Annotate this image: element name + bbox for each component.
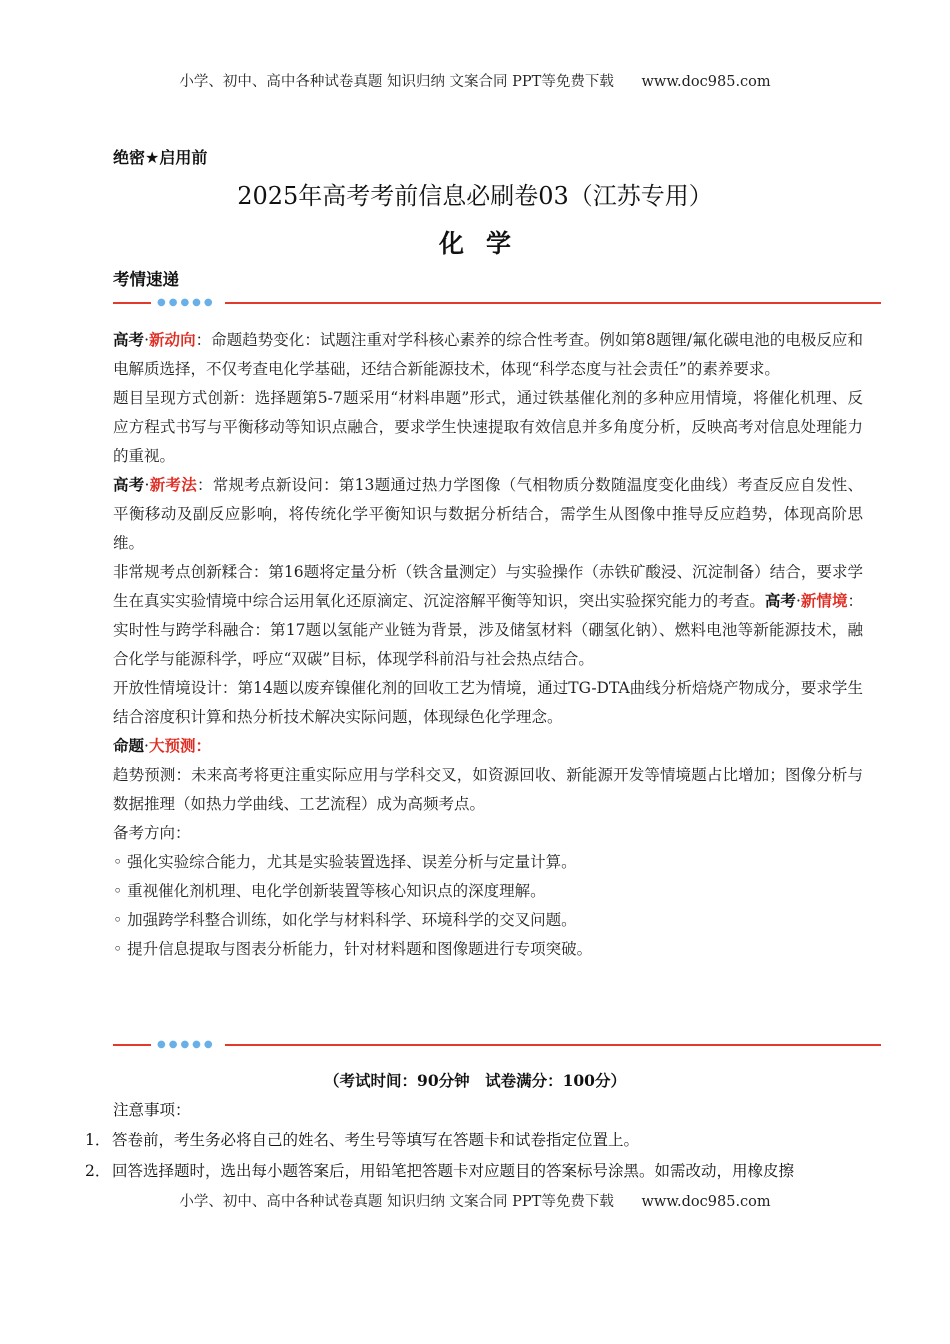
- footer-url: www.doc985.com: [641, 1194, 771, 1210]
- divider-top: [113, 297, 881, 309]
- bullet-item: ◦ 强化实验综合能力，尤其是实验装置选择、误差分析与定量计算。: [113, 853, 577, 871]
- section-title: 考情速递: [113, 270, 179, 289]
- block-open-context: 开放性情境设计：第14题以废弃镍催化剂的回收工艺为情境，通过TG-DTA曲线分析焙烧产物成分，要求学生结合溶度积计算和热分析技术解决实际问题，体现绿色化学理念。: [113, 679, 863, 726]
- block-new-trend: 高考·新动向：命题趋势变化：试题注重对学科核心素养的综合性考查。例如第8题锂/氟化碳电池的电极反应和电解质选择，不仅考查电化学基础，还结合新能源技术，体现“科学态度与社会责任”的素养要求。: [113, 331, 863, 378]
- note-item: 1． 答卷前，考生务必将自己的姓名、考生号等填写在答题卡和试卷指定位置上。: [85, 1131, 640, 1149]
- note-item: 2． 回答选择题时，选出每小题答案后，用铅笔把答题卡对应题目的答案标号涂黑。如需改动，用橡皮擦: [85, 1162, 795, 1180]
- divider-dots: ●●●●●: [157, 297, 216, 308]
- bullet-item: ◦ 加强跨学科整合训练，如化学与材料科学、环境科学的交叉问题。: [113, 911, 577, 929]
- block-new-context: 非常规考点创新糅合：第16题将定量分析（铁含量测定）与实验操作（赤铁矿酸浸、沉淀制备）结合，要求学生在真实实验情境中综合运用氧化还原滴定、沉淀溶解平衡等知识，突出实验探究能力的考查。高考·新情境：实时性与跨学科融合：第17题以氢能产业链为背景，涉及储氢材料（硼氢化钠）、燃料电池等新能源技术，融合化学与能源科学，呼应“双碳”目标，体现学科前沿与社会热点结合。: [113, 563, 863, 668]
- bullet-item: ◦ 提升信息提取与图表分析能力，针对材料题和图像题进行专项突破。: [113, 940, 593, 958]
- notes-title: 注意事项：: [113, 1101, 191, 1119]
- paper-title: 2025年高考考前信息必刷卷03（江苏专用）: [237, 182, 713, 210]
- exam-info: （考试时间：90分钟 试卷满分：100分）: [324, 1071, 626, 1090]
- content-body: [113, 326, 863, 964]
- page-header: [0, 70, 950, 91]
- block-format-innovation: 题目呈现方式创新：选择题第5-7题采用“材料串题”形式，通过铁基催化剂的多种应用情境，将催化机理、反应方程式书写与平衡移动等知识点融合，要求学生快速提取有效信息并多角度分析，反映高考对信息处理能力的重视。: [113, 389, 863, 465]
- header-url: www.doc985.com: [641, 74, 771, 90]
- secret-label: 绝密★启用前: [113, 148, 208, 167]
- block-trend-prediction: 趋势预测：未来高考将更注重实际应用与学科交叉，如资源回收、新能源开发等情境题占比增加；图像分析与数据推理（如热力学曲线、工艺流程）成为高频考点。: [113, 766, 863, 813]
- bullet-item: ◦ 重视催化剂机理、电化学创新装置等核心知识点的深度理解。: [113, 882, 546, 900]
- header-text: 小学、初中、高中各种试卷真题 知识归纳 文案合同 PPT等免费下载: [179, 74, 614, 90]
- block-prep-direction: 备考方向：: [113, 824, 191, 842]
- block-prediction-heading: 命题·大预测：: [113, 737, 211, 755]
- block-new-method: 高考·新考法：常规考点新设问：第13题通过热力学图像（气相物质分数随温度变化曲线）考查反应自发性、平衡移动及副反应影响，将传统化学平衡知识与数据分析结合，需学生从图像中推导反应趋势，体现高阶思维。: [113, 476, 863, 552]
- subject-title: 化学: [438, 229, 533, 258]
- footer-text: 小学、初中、高中各种试卷真题 知识归纳 文案合同 PPT等免费下载: [179, 1194, 614, 1210]
- page-footer: [0, 1190, 950, 1211]
- divider-bottom: ●●●●●: [113, 1039, 881, 1051]
